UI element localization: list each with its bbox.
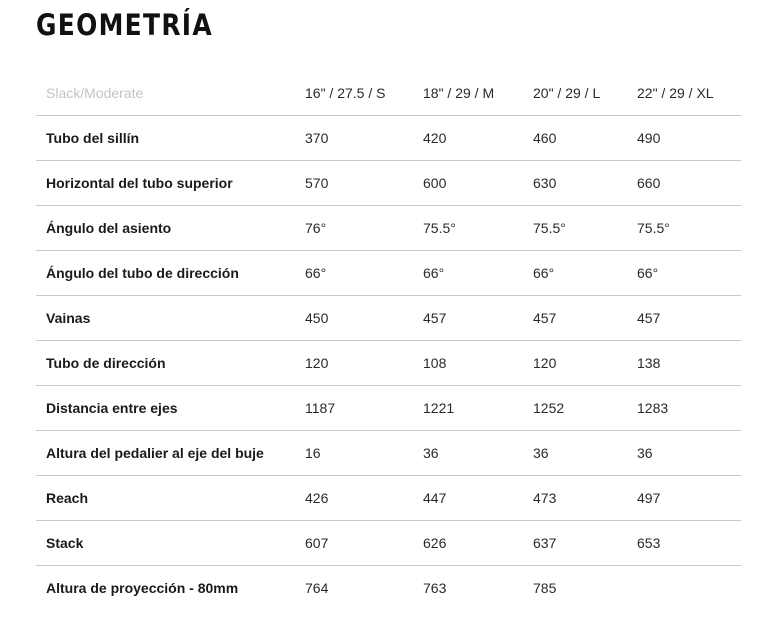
cell-value: 490 <box>637 116 741 161</box>
header-geometry-type: Slack/Moderate <box>36 71 305 116</box>
cell-value: 66° <box>305 251 423 296</box>
table-row <box>36 431 741 476</box>
cell-value: 473 <box>533 476 637 521</box>
row-label: Tubo de dirección <box>36 341 305 386</box>
cell-value: 1221 <box>423 386 533 431</box>
table-row <box>36 296 741 341</box>
cell-value: 75.5° <box>423 206 533 251</box>
header-size-l: 20" / 29 / L <box>533 71 637 116</box>
cell-value: 420 <box>423 116 533 161</box>
cell-value: 457 <box>637 296 741 341</box>
cell-value: 785 <box>533 580 557 596</box>
cell-value: 457 <box>423 296 533 341</box>
cell-value: 16 <box>305 431 423 476</box>
cell-value: 457 <box>533 296 637 341</box>
row-label: Altura de proyección - 80mm <box>46 580 239 596</box>
table-row <box>36 566 741 611</box>
cell-value: 36 <box>423 431 533 476</box>
cell-value: 66° <box>423 251 533 296</box>
cell-value: 1283 <box>637 386 741 431</box>
cell-value: 447 <box>423 476 533 521</box>
table-row <box>36 476 741 521</box>
cell-value: 764 <box>305 580 329 596</box>
table-row <box>36 341 741 386</box>
row-label: Tubo del sillín <box>36 116 305 161</box>
row-label: Distancia entre ejes <box>36 386 305 431</box>
table-row <box>36 161 741 206</box>
cell-value: 450 <box>305 296 423 341</box>
cell-value: 570 <box>305 161 423 206</box>
row-label: Horizontal del tubo superior <box>36 161 305 206</box>
cell-value: 1252 <box>533 386 637 431</box>
row-label: Ángulo del tubo de dirección <box>36 251 305 296</box>
cell-value: 120 <box>305 341 423 386</box>
table-row <box>36 386 741 431</box>
row-label: Reach <box>36 476 305 521</box>
cell-value: 607 <box>305 521 423 566</box>
header-size-s: 16" / 27.5 / S <box>305 71 423 116</box>
cell-value: 120 <box>533 341 637 386</box>
cell-value: 36 <box>533 431 637 476</box>
cell-value: 763 <box>423 580 447 596</box>
cell-value: 36 <box>637 431 741 476</box>
row-label: Vainas <box>36 296 305 341</box>
table-row <box>36 251 741 296</box>
row-label: Stack <box>36 521 305 566</box>
cell-value: 66° <box>637 251 741 296</box>
cell-value: 138 <box>637 341 741 386</box>
table-row <box>36 206 741 251</box>
header-size-xl: 22" / 29 / XL <box>637 71 741 116</box>
cell-value: 75.5° <box>533 206 637 251</box>
cell-value <box>637 566 741 611</box>
row-label: Ángulo del asiento <box>36 206 305 251</box>
geometry-table <box>36 71 741 610</box>
cell-value: 66° <box>533 251 637 296</box>
cell-value: 637 <box>533 521 637 566</box>
cell-value: 426 <box>305 476 423 521</box>
cell-value: 75.5° <box>637 206 741 251</box>
cell-value: 630 <box>533 161 637 206</box>
cell-value: 626 <box>423 521 533 566</box>
cell-value: 76° <box>305 206 423 251</box>
cell-value: 1187 <box>305 386 423 431</box>
cell-value: 660 <box>637 161 741 206</box>
cell-value: 653 <box>637 521 741 566</box>
page-title: GEOMETRÍA <box>36 8 213 42</box>
cell-value: 497 <box>637 476 741 521</box>
table-row <box>36 116 741 161</box>
cell-value: 460 <box>533 116 637 161</box>
row-label: Altura del pedalier al eje del buje <box>36 431 305 476</box>
table-header-row <box>36 71 741 116</box>
table-row <box>36 521 741 566</box>
cell-value: 600 <box>423 161 533 206</box>
header-size-m: 18" / 29 / M <box>423 71 533 116</box>
cell-value: 370 <box>305 116 423 161</box>
cell-value: 108 <box>423 341 533 386</box>
